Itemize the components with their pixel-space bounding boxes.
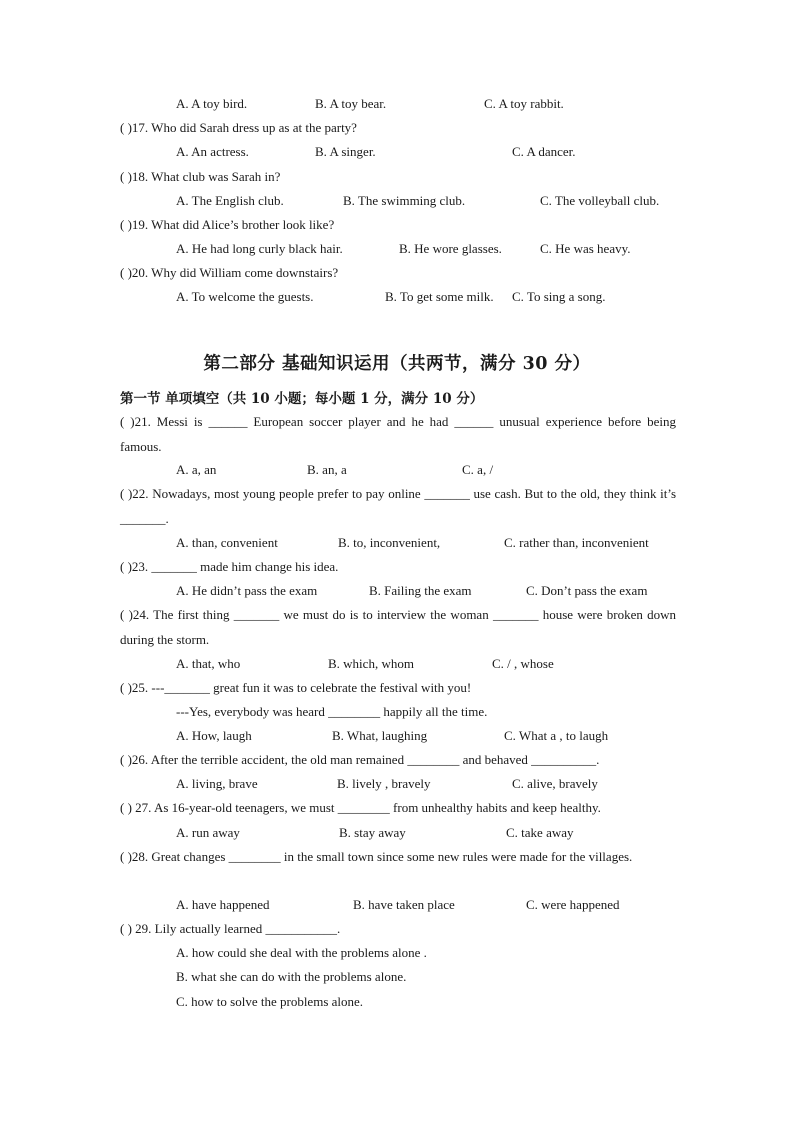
q29-option-c: C. how to solve the problems alone. [176, 994, 364, 1009]
q27-option-b: B. stay away [339, 825, 406, 840]
q23-option-a: A. He didn’t pass the exam [176, 583, 318, 598]
q29-stem: ( ) 29. Lily actually learned ___________. [120, 921, 341, 936]
q19-option-c: C. He was heavy. [540, 241, 631, 256]
section1-heading: 第一节 单项填空（共 10 小题；每小题 1 分，满分 10 分） [120, 391, 484, 407]
q24-option-b: B. which, whom [328, 656, 414, 671]
q20-option-c: C. To sing a song. [512, 289, 606, 304]
q27-stem: ( ) 27. As 16-year-old teenagers, we must ________ from unhealthy habits and keep healthy. [120, 800, 601, 815]
q19-stem: ( )19. What did Alice’s brother look like? [120, 217, 335, 232]
q28-option-b: B. have taken place [353, 897, 455, 912]
q26-option-a: A. living, brave [176, 776, 258, 791]
q22-option-c: C. rather than, inconvenient [504, 535, 649, 550]
q22-option-b: B. to, inconvenient, [338, 535, 441, 550]
q20-option-b: B. To get some milk. [385, 289, 494, 304]
q16-option-c: C. A toy rabbit. [484, 96, 564, 111]
q26-stem: ( )26. After the terrible accident, the old man remained ________ and behaved __________. [120, 752, 600, 767]
q21-option-b: B. an, a [307, 462, 347, 477]
q21-option-a: A. a, an [176, 462, 217, 477]
q25-reply: ---Yes, everybody was heard ________ happily all the time. [176, 704, 488, 719]
q20-stem: ( )20. Why did William come downstairs? [120, 265, 339, 280]
q26-option-c: C. alive, bravely [512, 776, 598, 791]
q16-option-a: A. A toy bird. [176, 96, 248, 111]
q29-option-a: A. how could she deal with the problems alone . [176, 945, 427, 960]
q17-option-c: C. A dancer. [512, 144, 576, 159]
q19-option-a: A. He had long curly black hair. [176, 241, 343, 256]
q17-option-a: A. An actress. [176, 144, 249, 159]
q18-option-a: A. The English club. [176, 193, 284, 208]
q17-stem: ( )17. Who did Sarah dress up as at the party? [120, 120, 357, 135]
q18-stem: ( )18. What club was Sarah in? [120, 169, 281, 184]
q19-option-b: B. He wore glasses. [399, 241, 502, 256]
q26-option-b: B. lively , bravely [337, 776, 431, 791]
q17-option-b: B. A singer. [315, 144, 376, 159]
q23-option-c: C. Don’t pass the exam [526, 583, 648, 598]
q27-option-c: C. take away [506, 825, 574, 840]
q21-stem: ( )21. Messi is ______ European soccer player and he had ______ unusual experience before being famous. [120, 414, 676, 454]
q18-option-c: C. The volleyball club. [540, 193, 660, 208]
q27-option-a: A. run away [176, 825, 240, 840]
q29-option-b: B. what she can do with the problems alone. [176, 969, 407, 984]
q20-option-a: A. To welcome the guests. [176, 289, 314, 304]
q22-option-a: A. than, convenient [176, 535, 278, 550]
q24-stem: ( )24. The first thing _______ we must do is to interview the woman _______ house were broken down during the storm. [120, 607, 676, 647]
part2-heading: 第二部分 基础知识运用（共两节，满分 30 分） [203, 354, 591, 374]
q22-stem: ( )22. Nowadays, most young people prefer to pay online _______ use cash. But to the old, they think it’s _______. [120, 486, 676, 526]
q25-stem: ( )25. ---_______ great fun it was to celebrate the festival with you! [120, 680, 472, 695]
q28-option-a: A. have happened [176, 897, 270, 912]
q18-option-b: B. The swimming club. [343, 193, 466, 208]
q24-option-c: C. / , whose [492, 656, 554, 671]
q23-option-b: B. Failing the exam [369, 583, 472, 598]
q23-stem: ( )23. _______ made him change his idea. [120, 559, 339, 574]
q25-option-a: A. How, laugh [176, 728, 252, 743]
q25-option-b: B. What, laughing [332, 728, 428, 743]
q24-option-a: A. that, who [176, 656, 241, 671]
q16-option-b: B. A toy bear. [315, 96, 387, 111]
q28-option-c: C. were happened [526, 897, 620, 912]
q28-stem: ( )28. Great changes ________ in the small town since some new rules were made for the villages. [120, 849, 633, 864]
q25-option-c: C. What a , to laugh [504, 728, 609, 743]
q21-option-c: C. a, / [462, 462, 494, 477]
